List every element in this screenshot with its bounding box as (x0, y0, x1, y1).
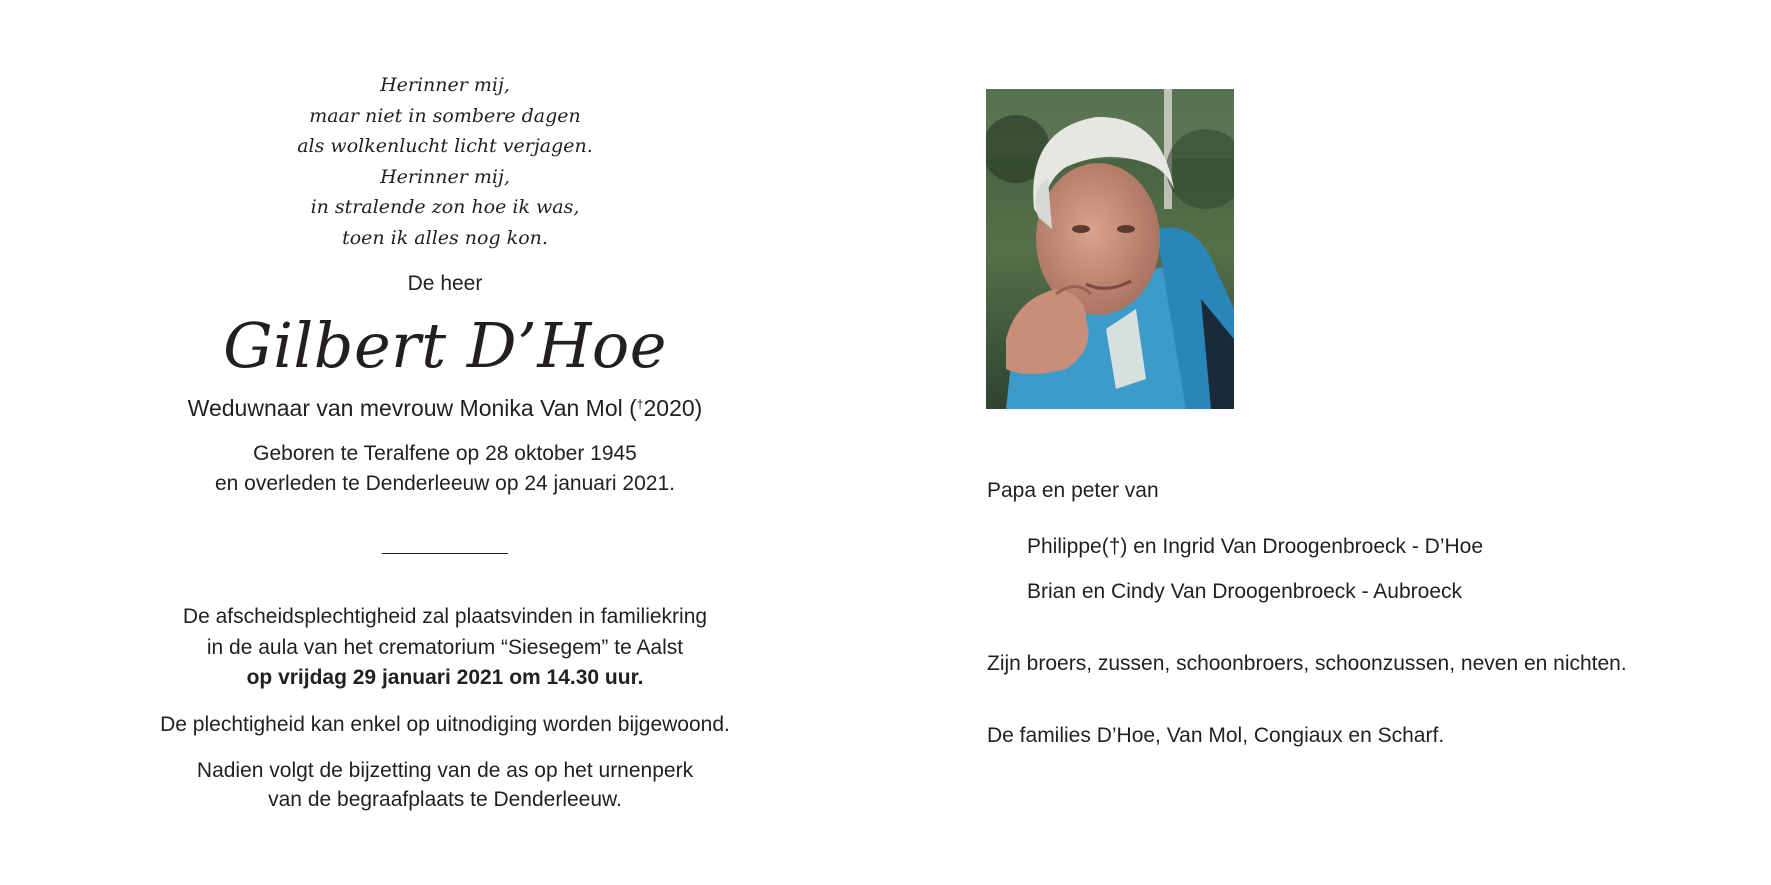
birth-death-info (120, 439, 770, 499)
honorific: De heer (407, 272, 483, 295)
ceremony-line: De afscheidsplechtigheid zal plaatsvinden in familiekring (182, 605, 708, 628)
ceremony-datetime: op vrijdag 29 januari 2021 om 14.30 uur. (246, 666, 644, 689)
death-line: en overleden te Denderleeuw op 24 januari 2021. (214, 472, 675, 495)
birth-line: Geboren te Teralfene op 28 oktober 1945 (253, 442, 637, 465)
ceremony-location: in de aula van het crematorium “Siesegem” te Aalst (206, 635, 684, 659)
family-child: Philippe(†) en Ingrid Van Droogenbroeck - D’Hoe (1027, 535, 1484, 558)
poem-line: als wolkenlucht licht verjagen. (297, 135, 593, 157)
left-panel (120, 70, 770, 814)
burial-info (120, 756, 770, 814)
family-child: Brian en Cindy Van Droogenbroeck - Aubroeck (1027, 580, 1463, 603)
burial-line: Nadien volgt de bijzetting van de as op het urnenperk (196, 758, 694, 782)
poem-line: maar niet in sombere dagen (309, 104, 581, 127)
burial-line: van de begraafplaats te Denderleeuw. (268, 787, 622, 811)
family-intro: Papa en peter van (987, 479, 1159, 502)
dagger-symbol: † (636, 397, 644, 411)
families-line: De families D’Hoe, Van Mol, Congiaux en Scharf. (987, 724, 1445, 747)
poem-line: Herinner mij, (380, 165, 510, 188)
poem-line: toen ik alles nog kon. (342, 226, 548, 249)
poem-line: in stralende zon hoe ik was, (310, 196, 580, 218)
invitation-note: De plechtigheid kan enkel op uitnodiging worden bijgewoond. (160, 712, 730, 736)
widower-suffix: 2020) (643, 395, 703, 421)
poem (120, 70, 770, 253)
poem-line: Herinner mij, (380, 74, 510, 96)
divider (382, 553, 508, 554)
siblings-line: Zijn broers, zussen, schoonbroers, schoonzussen, neven en nichten. (987, 652, 1627, 675)
deceased-name: Gilbert D’Hoe (223, 309, 667, 382)
widower-line (120, 387, 770, 425)
widower-prefix: Weduwnaar van mevrouw Monika Van Mol ( (187, 395, 637, 421)
ceremony-info (120, 602, 770, 694)
portrait-photo (986, 89, 1234, 409)
